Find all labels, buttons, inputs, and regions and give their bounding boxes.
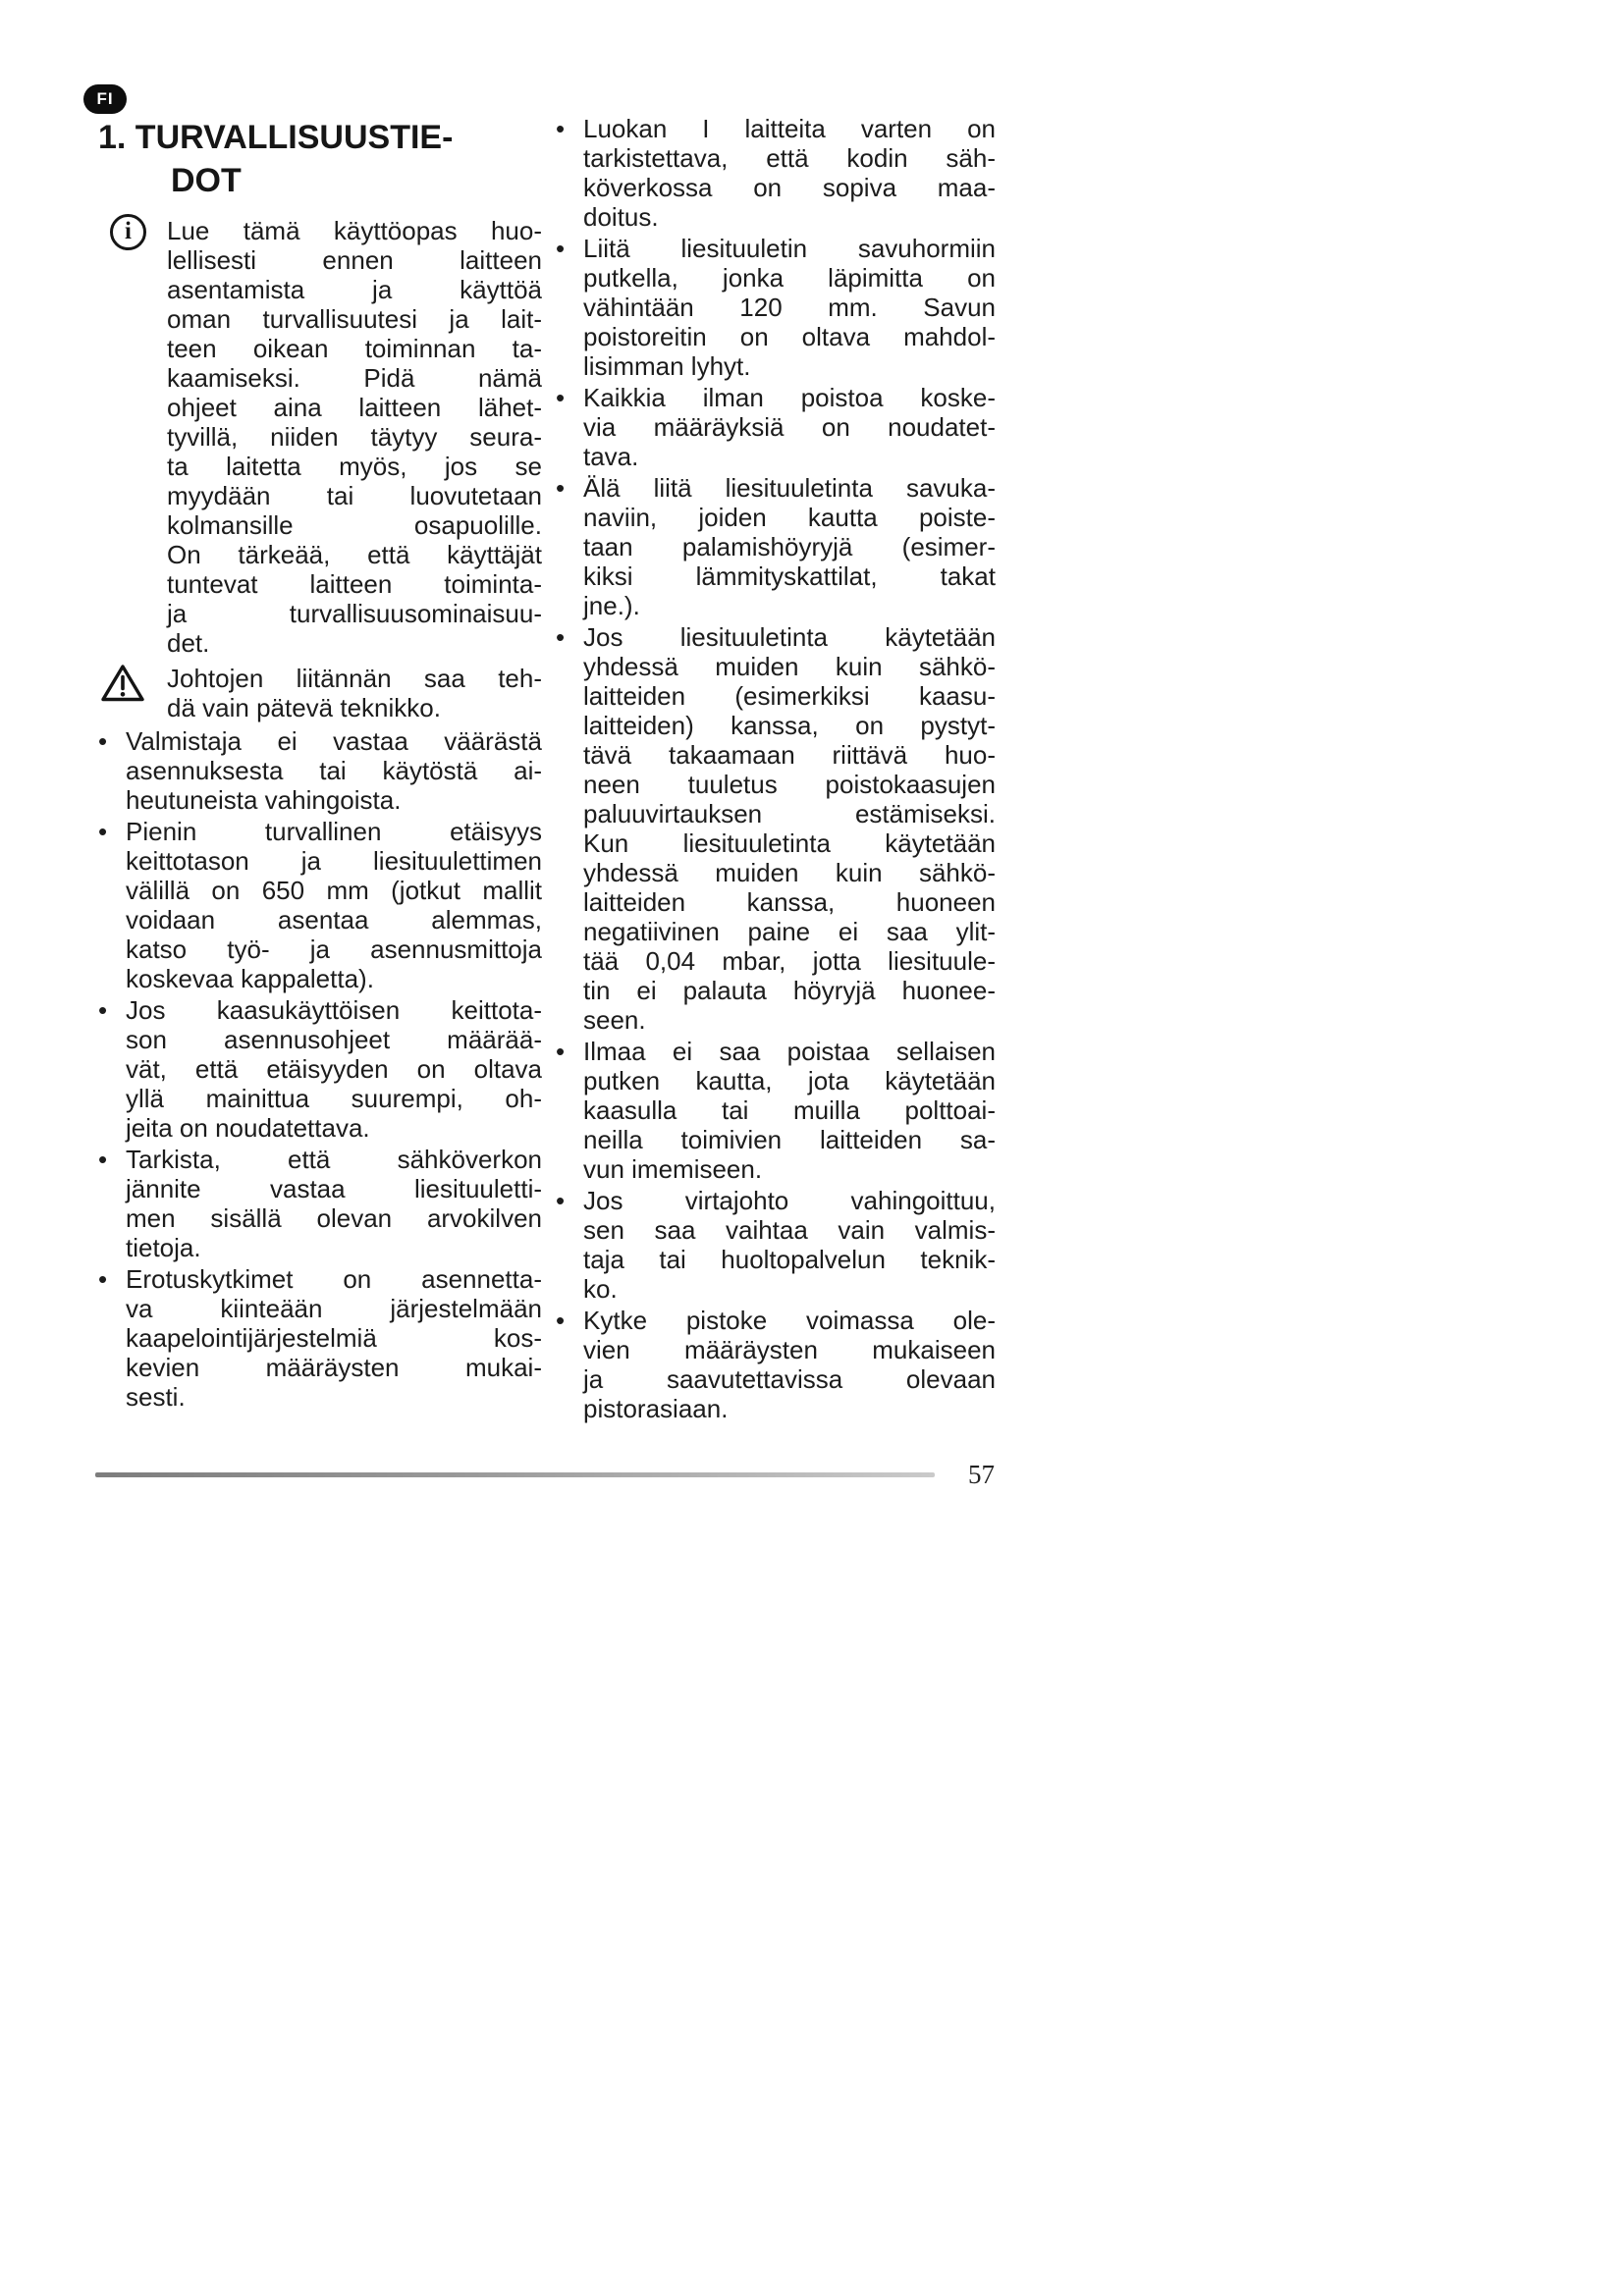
text-line: tava.: [583, 442, 639, 471]
text-line: Lue tämä käyttöopas huo-: [167, 216, 542, 245]
section-heading: [98, 116, 542, 202]
text-line: va kiinteään järjestelmään: [126, 1294, 542, 1323]
text-line: lisimman lyhyt.: [583, 351, 751, 381]
text-line: tin ei palauta höyryjä huonee-: [583, 976, 996, 1005]
text-line: Liitä liesituuletin savuhormiin: [583, 234, 996, 263]
bullet-text: [583, 1306, 996, 1423]
bullet-text: [583, 114, 996, 232]
text-line: teen oikean toiminnan ta-: [167, 334, 542, 363]
text-line: koskevaa kappaletta).: [126, 964, 374, 993]
text-line: Jos liesituuletinta käytetään: [583, 622, 996, 652]
bullet-marker: •: [98, 995, 108, 1025]
text-line: laitteiden kanssa, huoneen: [583, 887, 996, 917]
text-line: tuntevat laitteen toiminta-: [167, 569, 542, 599]
text-line: tävä takaamaan riittävä huo-: [583, 740, 996, 770]
text-line: asennuksesta tai käytöstä ai-: [126, 756, 542, 785]
text-line: Kytke pistoke voimassa ole-: [583, 1306, 996, 1335]
text-line: dä vain pätevä teknikko.: [167, 693, 441, 722]
text-line: kaapelointijärjestelmiä kos-: [126, 1323, 542, 1353]
text-line: asentamista ja käyttöä: [167, 275, 542, 304]
text-line: välillä on 650 mm (jotkut mallit: [126, 876, 542, 905]
text-line: laitteiden) kanssa, on pystyt-: [583, 711, 996, 740]
text-line: kaamiseksi. Pidä nämä: [167, 363, 542, 393]
bullet-text: [126, 726, 542, 815]
text-line: sen saa vaihtaa vain valmis-: [583, 1215, 996, 1245]
bullet-marker: •: [556, 1186, 566, 1215]
bullet-marker: •: [98, 726, 108, 756]
bullet-marker: •: [556, 622, 566, 652]
bullet-item: [556, 622, 996, 1035]
info-paragraph-text: [167, 216, 542, 658]
text-line: voidaan asentaa alemmas,: [126, 905, 542, 934]
text-line: vien määräysten mukaiseen: [583, 1335, 996, 1364]
text-line: sesti.: [126, 1382, 186, 1412]
text-line: Kun liesituuletinta käytetään: [583, 828, 996, 858]
text-line: tää 0,04 mbar, jotta liesituule-: [583, 946, 996, 976]
bullet-item: [98, 817, 542, 993]
bullet-marker: •: [98, 817, 108, 846]
bullet-text: [583, 383, 996, 471]
bullet-item: [98, 995, 542, 1143]
text-line: Älä liitä liesituuletinta savuka-: [583, 473, 996, 503]
bullet-item: [98, 726, 542, 815]
text-line: Johtojen liitännän saa teh-: [167, 664, 542, 693]
text-line: ja turvallisuusominaisuu-: [167, 599, 542, 628]
text-line: ohjeet aina laitteen lähet-: [167, 393, 542, 422]
bullet-marker: •: [556, 114, 566, 143]
warning-paragraph-text: [167, 664, 542, 722]
warning-icon-cell: [98, 664, 167, 722]
text-line: jne.).: [583, 591, 640, 620]
text-line: lellisesti ennen laitteen: [167, 245, 542, 275]
bullet-item: [556, 114, 996, 232]
right-column: [556, 110, 996, 1425]
bullet-item: [556, 1186, 996, 1304]
page-number: 57: [968, 1460, 995, 1489]
text-line: paluuvirtauksen estämiseksi.: [583, 799, 996, 828]
bullet-marker: •: [556, 383, 566, 412]
text-line: vähintään 120 mm. Savun: [583, 293, 996, 322]
text-line: kaasulla tai muilla polttoai-: [583, 1095, 996, 1125]
right-bullet-list: [556, 114, 996, 1423]
text-line: Ilmaa ei saa poistaa sellaisen: [583, 1037, 996, 1066]
bullet-item: [556, 1306, 996, 1423]
text-line: det.: [167, 628, 210, 658]
text-line: tyvillä, niiden täytyy seura-: [167, 422, 542, 452]
text-line: On tärkeää, että käyttäjät: [167, 540, 542, 569]
text-line: taja tai huoltopalvelun teknik-: [583, 1245, 996, 1274]
text-line: vun imemiseen.: [583, 1154, 763, 1184]
section-heading-line1: 1. TURVALLISUUSTIE-: [98, 119, 454, 156]
bullet-text: [583, 1186, 996, 1304]
bullet-text: [126, 995, 542, 1143]
text-line: Valmistaja ei vastaa väärästä: [126, 726, 542, 756]
left-bullet-list: [98, 726, 542, 1412]
bullet-text: [126, 1264, 542, 1412]
bullet-text: [126, 1145, 542, 1262]
footer-rule: [95, 1472, 935, 1477]
bullet-item: [98, 1264, 542, 1412]
bullet-marker: •: [556, 1306, 566, 1335]
warning-triangle-icon: [100, 663, 145, 703]
text-line: kiksi lämmityskattilat, takat: [583, 561, 996, 591]
text-line: Luokan I laitteita varten on: [583, 114, 996, 143]
text-line: son asennusohjeet määrää-: [126, 1025, 542, 1054]
info-icon-cell: [98, 216, 167, 658]
bullet-item: [98, 1145, 542, 1262]
text-line: jeita on noudatettava.: [126, 1113, 370, 1143]
info-icon: i: [110, 214, 146, 250]
bullet-text: [126, 817, 542, 993]
text-line: seen.: [583, 1005, 646, 1035]
text-line: tietoja.: [126, 1233, 201, 1262]
text-line: oman turvallisuutesi ja lait-: [167, 304, 542, 334]
bullet-text: [583, 473, 996, 620]
info-paragraph: [98, 216, 542, 658]
text-line: ja saavutettavissa olevaan: [583, 1364, 996, 1394]
text-line: Jos virtajohto vahingoittuu,: [583, 1186, 996, 1215]
warning-paragraph: [98, 664, 542, 722]
text-line: Jos kaasukäyttöisen keittota-: [126, 995, 542, 1025]
text-line: Erotuskytkimet on asennetta-: [126, 1264, 542, 1294]
text-line: kevien määräysten mukai-: [126, 1353, 542, 1382]
text-line: doitus.: [583, 202, 659, 232]
text-line: neilla toimivien laitteiden sa-: [583, 1125, 996, 1154]
page-content: [98, 84, 996, 1425]
text-line: heutuneista vahingoista.: [126, 785, 402, 815]
text-line: laitteiden (esimerkiksi kaasu-: [583, 681, 996, 711]
bullet-text: [583, 622, 996, 1035]
text-line: negatiivinen paine ei saa ylit-: [583, 917, 996, 946]
text-line: neen tuuletus poistokaasujen: [583, 770, 996, 799]
text-line: putken kautta, jota käytetään: [583, 1066, 996, 1095]
text-line: köverkossa on sopiva maa-: [583, 173, 996, 202]
bullet-marker: •: [556, 473, 566, 503]
text-line: Pienin turvallinen etäisyys: [126, 817, 542, 846]
text-line: ta laitetta myös, jos se: [167, 452, 542, 481]
text-line: via määräyksiä on noudatet-: [583, 412, 996, 442]
left-column: [98, 84, 542, 1425]
bullet-text: [583, 234, 996, 381]
text-line: katso työ- ja asennusmittoja: [126, 934, 542, 964]
text-line: Tarkista, että sähköverkon: [126, 1145, 542, 1174]
text-line: pistorasiaan.: [583, 1394, 729, 1423]
text-line: yllä mainittua suurempi, oh-: [126, 1084, 542, 1113]
bullet-marker: •: [556, 234, 566, 263]
text-line: taan palamishöyryjä (esimer-: [583, 532, 996, 561]
text-line: jännite vastaa liesituuletti-: [126, 1174, 542, 1203]
text-line: poistoreitin on oltava mahdol-: [583, 322, 996, 351]
bullet-item: [556, 473, 996, 620]
bullet-marker: •: [98, 1264, 108, 1294]
bullet-item: [556, 383, 996, 471]
language-badge: FI: [83, 84, 127, 114]
bullet-item: [556, 234, 996, 381]
page-footer: [95, 1460, 995, 1490]
bullet-item: [556, 1037, 996, 1184]
text-line: yhdessä muiden kuin sähkö-: [583, 858, 996, 887]
bullet-marker: •: [556, 1037, 566, 1066]
text-line: putkella, jonka läpimitta on: [583, 263, 996, 293]
bullet-text: [583, 1037, 996, 1184]
text-line: tarkistettava, että kodin säh-: [583, 143, 996, 173]
bullet-marker: •: [98, 1145, 108, 1174]
text-line: keittotason ja liesituulettimen: [126, 846, 542, 876]
text-line: naviin, joiden kautta poiste-: [583, 503, 996, 532]
text-line: Kaikkia ilman poistoa koske-: [583, 383, 996, 412]
text-line: kolmansille osapuolille.: [167, 510, 542, 540]
text-line: myydään tai luovutetaan: [167, 481, 542, 510]
section-heading-line2: DOT: [171, 162, 242, 199]
text-line: men sisällä olevan arvokilven: [126, 1203, 542, 1233]
text-line: yhdessä muiden kuin sähkö-: [583, 652, 996, 681]
text-line: vät, että etäisyyden on oltava: [126, 1054, 542, 1084]
text-line: ko.: [583, 1274, 618, 1304]
